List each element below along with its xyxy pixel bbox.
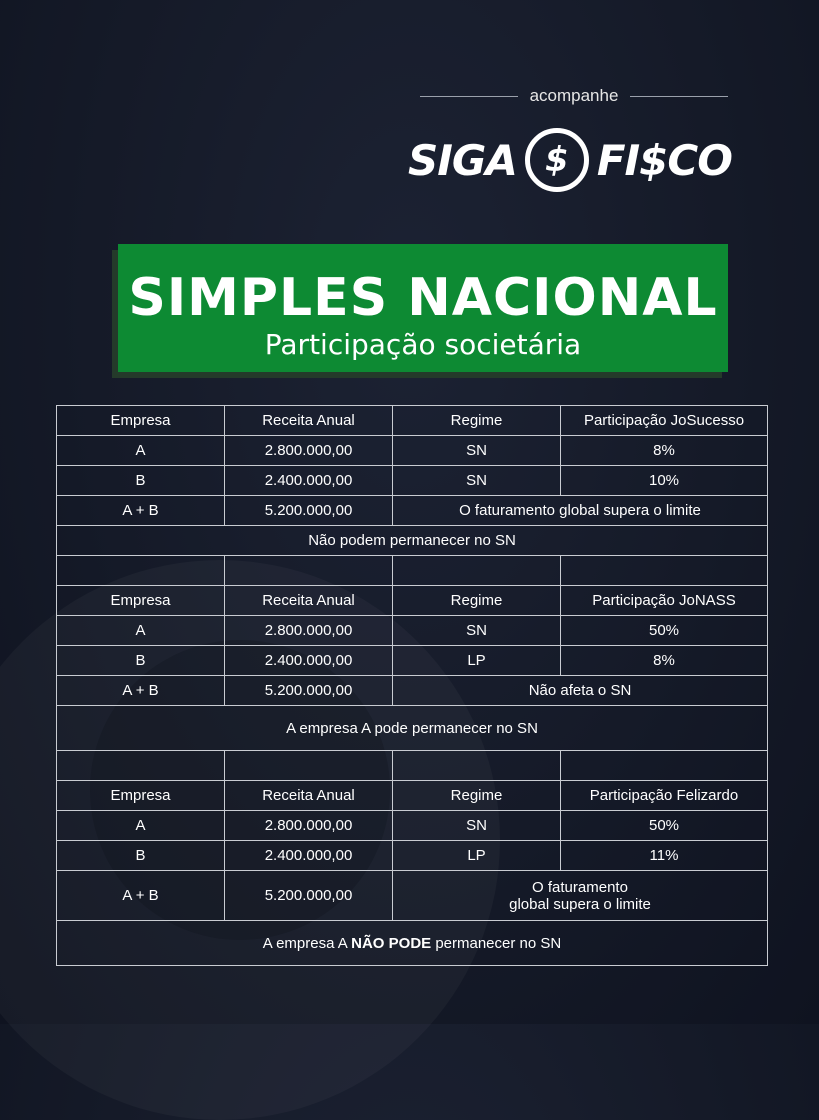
banner-subtitle: Participação societária	[264, 328, 582, 361]
empty-cell	[57, 751, 225, 781]
sum-label: A + B	[57, 496, 225, 526]
sum-value: 5.200.000,00	[225, 496, 393, 526]
conclusion-row	[57, 706, 768, 751]
cell: B	[57, 841, 225, 871]
cell: 2.400.000,00	[225, 841, 393, 871]
spacer-row	[57, 556, 768, 586]
cell: B	[57, 466, 225, 496]
cell: SN	[393, 811, 561, 841]
empty-cell	[561, 556, 768, 586]
cell: SN	[393, 616, 561, 646]
col-empresa: Empresa	[57, 406, 225, 436]
conclusion-post: permanecer no SN	[431, 934, 562, 952]
sum-label: A + B	[57, 676, 225, 706]
table-row	[57, 811, 768, 841]
sum-value: 5.200.000,00	[225, 871, 393, 921]
sum-note: O faturamento global supera o limite	[393, 496, 768, 526]
conclusion: A empresa A pode permanecer no SN	[57, 706, 768, 751]
cell: A	[57, 616, 225, 646]
sum-note-line: global supera o limite	[509, 895, 651, 913]
logo-word-siga: SIGA	[408, 135, 517, 185]
participation-table	[56, 405, 768, 966]
cell: A	[57, 811, 225, 841]
conclusion	[57, 921, 768, 966]
conclusion: Não podem permanecer no SN	[57, 526, 768, 556]
empty-cell	[393, 556, 561, 586]
tagline-text: acompanhe	[529, 86, 619, 105]
cell: B	[57, 646, 225, 676]
brand-tagline	[420, 86, 728, 106]
conclusion-row	[57, 526, 768, 556]
title-banner	[118, 244, 728, 372]
dollar-coin-icon: $	[525, 128, 589, 192]
sum-value: 5.200.000,00	[225, 676, 393, 706]
cell: SN	[393, 466, 561, 496]
cell: 50%	[561, 811, 768, 841]
conclusion-row	[57, 921, 768, 966]
table-row	[57, 646, 768, 676]
table-row	[57, 436, 768, 466]
col-participacao: Participação JoNASS	[561, 586, 768, 616]
col-receita: Receita Anual	[225, 406, 393, 436]
table-header-row	[57, 781, 768, 811]
spacer-row	[57, 751, 768, 781]
empty-cell	[225, 751, 393, 781]
col-participacao: Participação JoSucesso	[561, 406, 768, 436]
cell: 50%	[561, 616, 768, 646]
table-header-row	[57, 586, 768, 616]
sum-label: A + B	[57, 871, 225, 921]
col-empresa: Empresa	[57, 586, 225, 616]
siga-fisco-logo	[408, 122, 738, 198]
cell: 2.800.000,00	[225, 811, 393, 841]
cell: 8%	[561, 646, 768, 676]
col-receita: Receita Anual	[225, 586, 393, 616]
sum-note-line: O faturamento	[532, 878, 628, 896]
cell: SN	[393, 436, 561, 466]
cell: 10%	[561, 466, 768, 496]
col-regime: Regime	[393, 781, 561, 811]
cell: 2.800.000,00	[225, 616, 393, 646]
col-regime: Regime	[393, 586, 561, 616]
table-row	[57, 616, 768, 646]
cell: 11%	[561, 841, 768, 871]
divider-left	[420, 96, 518, 97]
logo-word-fisco: FI$CO	[596, 135, 732, 185]
cell: 8%	[561, 436, 768, 466]
empty-cell	[57, 556, 225, 586]
empty-cell	[393, 751, 561, 781]
banner-title: SIMPLES NACIONAL	[128, 268, 718, 328]
sum-row	[57, 871, 768, 921]
col-receita: Receita Anual	[225, 781, 393, 811]
table-header-row	[57, 406, 768, 436]
cell: 2.400.000,00	[225, 466, 393, 496]
sum-note: Não afeta o SN	[393, 676, 768, 706]
cell: LP	[393, 841, 561, 871]
sum-row	[57, 676, 768, 706]
col-empresa: Empresa	[57, 781, 225, 811]
empty-cell	[561, 751, 768, 781]
sum-note	[393, 871, 768, 921]
conclusion-emphasis: NÃO PODE	[351, 934, 432, 952]
table-row	[57, 841, 768, 871]
sum-row	[57, 496, 768, 526]
col-regime: Regime	[393, 406, 561, 436]
cell: A	[57, 436, 225, 466]
cell: LP	[393, 646, 561, 676]
col-participacao: Participação Felizardo	[561, 781, 768, 811]
conclusion-pre: A empresa A	[262, 934, 352, 952]
table-row	[57, 466, 768, 496]
empty-cell	[225, 556, 393, 586]
cell: 2.400.000,00	[225, 646, 393, 676]
cell: 2.800.000,00	[225, 436, 393, 466]
divider-right	[630, 96, 728, 97]
